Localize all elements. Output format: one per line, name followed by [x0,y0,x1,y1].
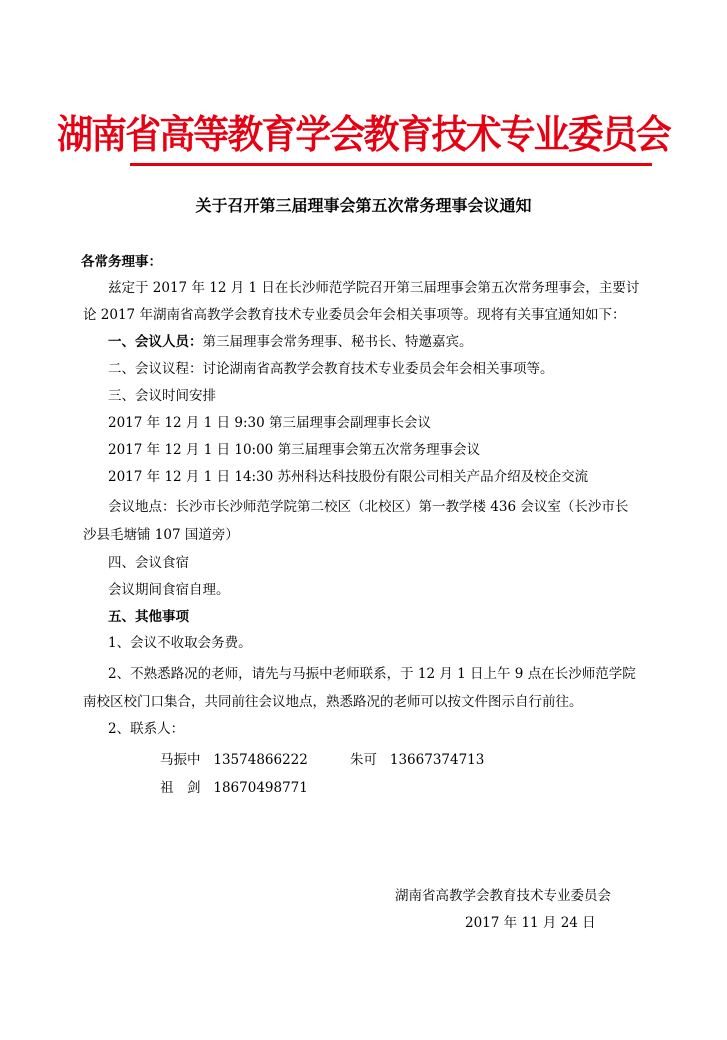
other-2-line-1: 2、不熟悉路况的老师，请先与马振中老师联系，于 12 月 1 日上午 9 点在长沙师范学院 [108,666,636,682]
schedule-3: 2017 年 12 月 1 日 14:30 苏州科达科技股份有限公司相关产品介绍及校企交流 [108,469,589,485]
contact-1 [160,748,308,768]
venue-line-1: 会议地点：长沙市长沙师范学院第二校区（北校区）第一教学楼 436 会议室（长沙市长 [108,499,629,515]
intro-line-1: 兹定于 2017 年 12 月 1 日在长沙师范学院召开第三届理事会第五次常务理事会，主要讨 [108,280,640,296]
contact-3 [160,776,308,796]
item-1 [108,332,708,352]
contacts-heading: 2、联系人： [108,721,185,737]
item-2: 二、会议议程：讨论湖南省高教学会教育技术专业委员会年会相关事项等。 [108,361,554,377]
item-1-label: 一、会议人员： [108,334,203,350]
red-divider [130,163,652,166]
item-4: 四、会议食宿 [108,555,189,571]
other-1: 1、会议不收取会务费。 [108,635,252,651]
schedule-2: 2017 年 12 月 1 日 10:00 第三届理事会第五次常务理事会议 [108,442,481,458]
item-5: 五、其他事项 [108,609,189,625]
contact-name: 马振中 [160,752,201,768]
salutation: 各常务理事： [81,254,162,270]
contact-name: 祖 剑 [160,780,201,796]
item-1-text: 第三届理事会常务理事、秘书长、特邀嘉宾。 [202,334,473,350]
org-title: 湖南省高等教育学会教育技术专业委员会 [57,112,670,158]
footer-org: 湖南省高教学会教育技术专业委员会 [395,888,611,904]
contact-phone: 18670498771 [213,780,308,796]
contact-2 [350,748,484,768]
footer-date: 2017 年 11 月 24 日 [465,915,596,931]
contact-phone: 13667374713 [389,752,485,768]
contact-name: 朱可 [350,752,377,768]
item-3: 三、会议时间安排 [108,388,216,404]
notice-title: 关于召开第三届理事会第五次常务理事会议通知 [195,196,532,215]
venue-line-2: 沙县毛塘铺 107 国道旁） [83,527,239,543]
contact-phone: 13574866222 [213,752,308,768]
other-2-line-2: 南校区校门口集合，共同前往会议地点，熟悉路况的老师可以按文件图示自行前往。 [83,694,583,710]
item-4-text: 会议期间食宿自理。 [108,582,230,598]
intro-line-2: 论 2017 年湖南省高教学会教育技术专业委员会年会相关事项等。现将有关事宜通知如下： [83,307,626,323]
schedule-1: 2017 年 12 月 1 日 9:30 第三届理事会副理事长会议 [108,415,431,431]
